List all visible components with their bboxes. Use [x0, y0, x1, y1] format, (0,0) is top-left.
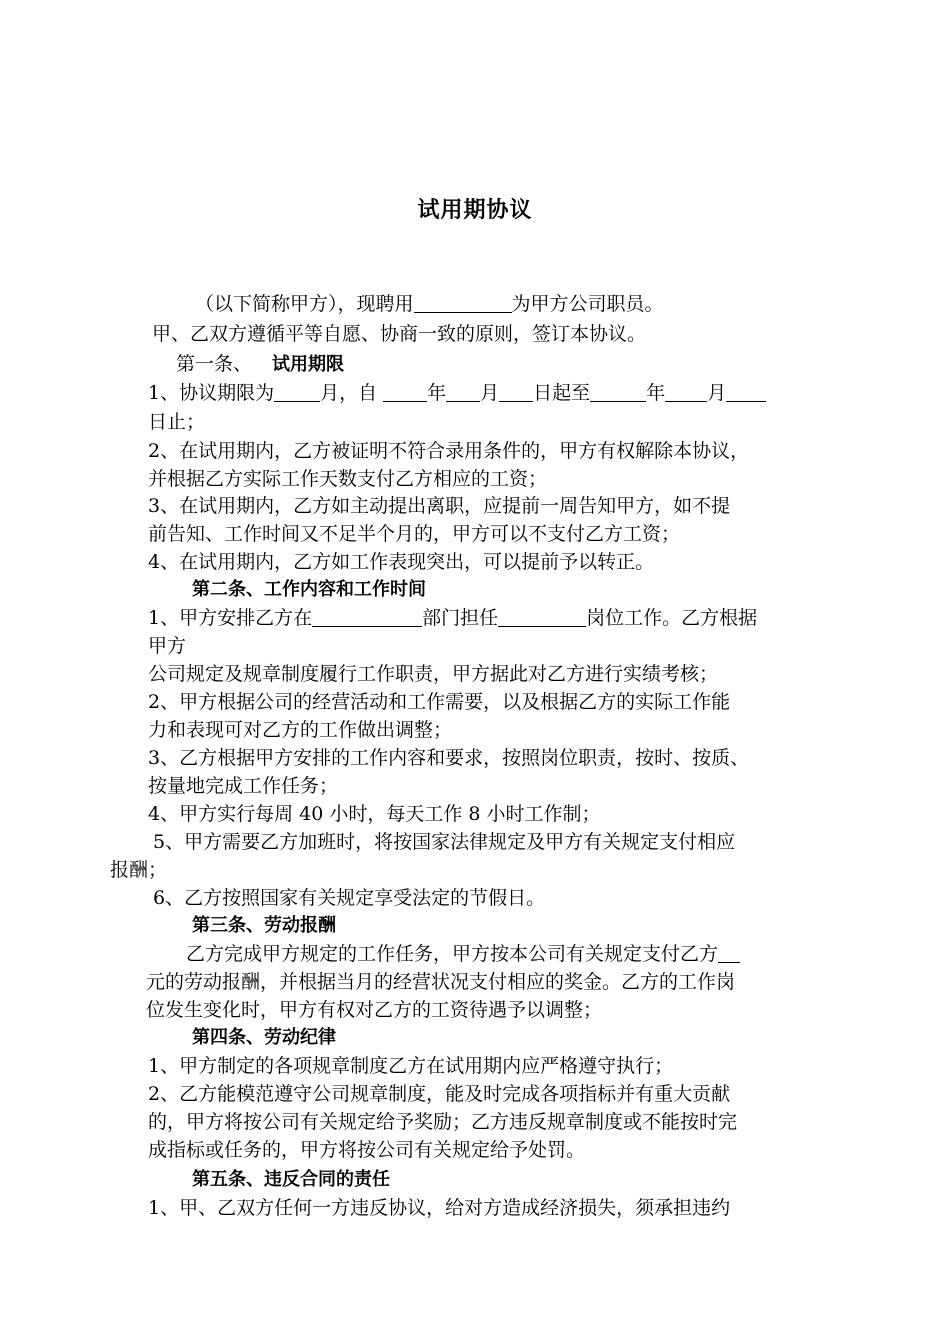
- article-3-heading: 第三条、劳动报酬: [192, 915, 336, 936]
- start-month-blank[interactable]: [446, 381, 480, 402]
- article-2-item-1-cont-b: 公司规定及规章制度履行工作职责，甲方据此对乙方进行实绩考核；: [148, 663, 719, 685]
- article-2-item-1: 1、甲方安排乙方在 部门担任 岗位工作。乙方根据: [148, 607, 758, 629]
- article-2-item-2: 2、甲方根据公司的经营活动和工作需要，以及根据乙方的实际工作能: [148, 691, 731, 713]
- article-2-heading: 第二条、工作内容和工作时间: [192, 579, 426, 600]
- article-5-heading: 第五条、违反合同的责任: [192, 1169, 390, 1190]
- article-1-item-2: 2、在试用期内，乙方被证明不符合录用条件的，甲方有权解除本协议，: [148, 440, 750, 462]
- article-3-para-3: 位发生变化时，甲方有权对乙方的工资待遇予以调整；: [146, 999, 603, 1021]
- start-year-blank[interactable]: [383, 381, 427, 402]
- article-3-para-1: 乙方完成甲方规定的工作任务，甲方按本公司有关规定支付乙方: [186, 940, 740, 968]
- article-1-item-1-cont: 日止；: [148, 411, 206, 433]
- period-months-blank[interactable]: [274, 381, 320, 402]
- article-1-item-3: 3、在试用期内，乙方如主动提出离职，应提前一周告知甲方，如不提: [148, 495, 731, 517]
- article-1-heading: 第一条、 试用期限: [176, 353, 345, 375]
- department-blank[interactable]: [312, 606, 422, 627]
- article-1-item-2-cont: 并根据乙方实际工作天数支付乙方相应的工资；: [148, 468, 548, 490]
- article-4-item-1: 1、甲方制定的各项规章制度乙方在试用期内应严格遵守执行；: [148, 1055, 674, 1077]
- article-4-item-2: 2、乙方能模范遵守公司规章制度，能及时完成各项指标并有重大贡献: [148, 1083, 731, 1105]
- document-title: 试用期协议: [417, 198, 533, 223]
- article-4-item-2-cont-b: 成指标或任务的，甲方将按公司有关规定给予处罚。: [148, 1139, 586, 1161]
- article-2-item-3-cont: 按量地完成工作任务；: [148, 775, 339, 797]
- article-5-item-1: 1、甲、乙双方任何一方违反协议，给对方造成经济损失，须承担违约: [148, 1197, 731, 1219]
- end-month-blank[interactable]: [665, 381, 707, 402]
- article-4-item-2-cont-a: 的，甲方将按公司有关规定给予奖励；乙方违反规章制度或不能按时完: [148, 1111, 738, 1133]
- article-1-item-1: 1、协议期限为 月，自 年 月 日起至 年 月: [148, 379, 766, 407]
- intro-line-2: 甲、乙双方遵循平等自愿、协商一致的原则，签订本协议。: [152, 323, 647, 345]
- end-year-blank[interactable]: [590, 381, 646, 402]
- position-blank[interactable]: [498, 606, 586, 627]
- article-2-item-4: 4、甲方实行每周 40 小时，每天工作 8 小时工作制；: [148, 803, 601, 825]
- salary-blank[interactable]: [718, 942, 740, 963]
- article-3-para-2: 元的劳动报酬，并根据当月的经营状况支付相应的奖金。乙方的工作岗: [146, 971, 736, 993]
- article-2-item-1-cont-a: 甲方: [148, 635, 187, 657]
- article-1-item-4: 4、在试用期内，乙方如工作表现突出，可以提前予以转正。: [148, 551, 655, 573]
- article-2-item-3: 3、乙方根据甲方安排的工作内容和要求，按照岗位职责，按时、按质、: [148, 747, 750, 769]
- article-4-heading: 第四条、劳动纪律: [192, 1027, 336, 1048]
- intro-line-1: （以下简称甲方），现聘用 为甲方公司职员。: [195, 293, 664, 315]
- article-2-item-2-cont: 力和表现可对乙方的工作做出调整；: [148, 719, 453, 741]
- employee-name-blank[interactable]: [414, 292, 512, 313]
- article-1-item-3-cont: 前告知、工作时间又不足半个月的，甲方可以不支付乙方工资；: [148, 523, 681, 545]
- end-day-blank[interactable]: [726, 381, 766, 402]
- start-day-blank[interactable]: [499, 381, 533, 402]
- article-2-item-5: 5、甲方需要乙方加班时，将按国家法律规定及甲方有关规定支付相应: [153, 831, 736, 853]
- article-2-item-6: 6、乙方按照国家有关规定享受法定的节假日。: [153, 887, 546, 909]
- article-2-item-5-cont: 报酬；: [110, 859, 168, 881]
